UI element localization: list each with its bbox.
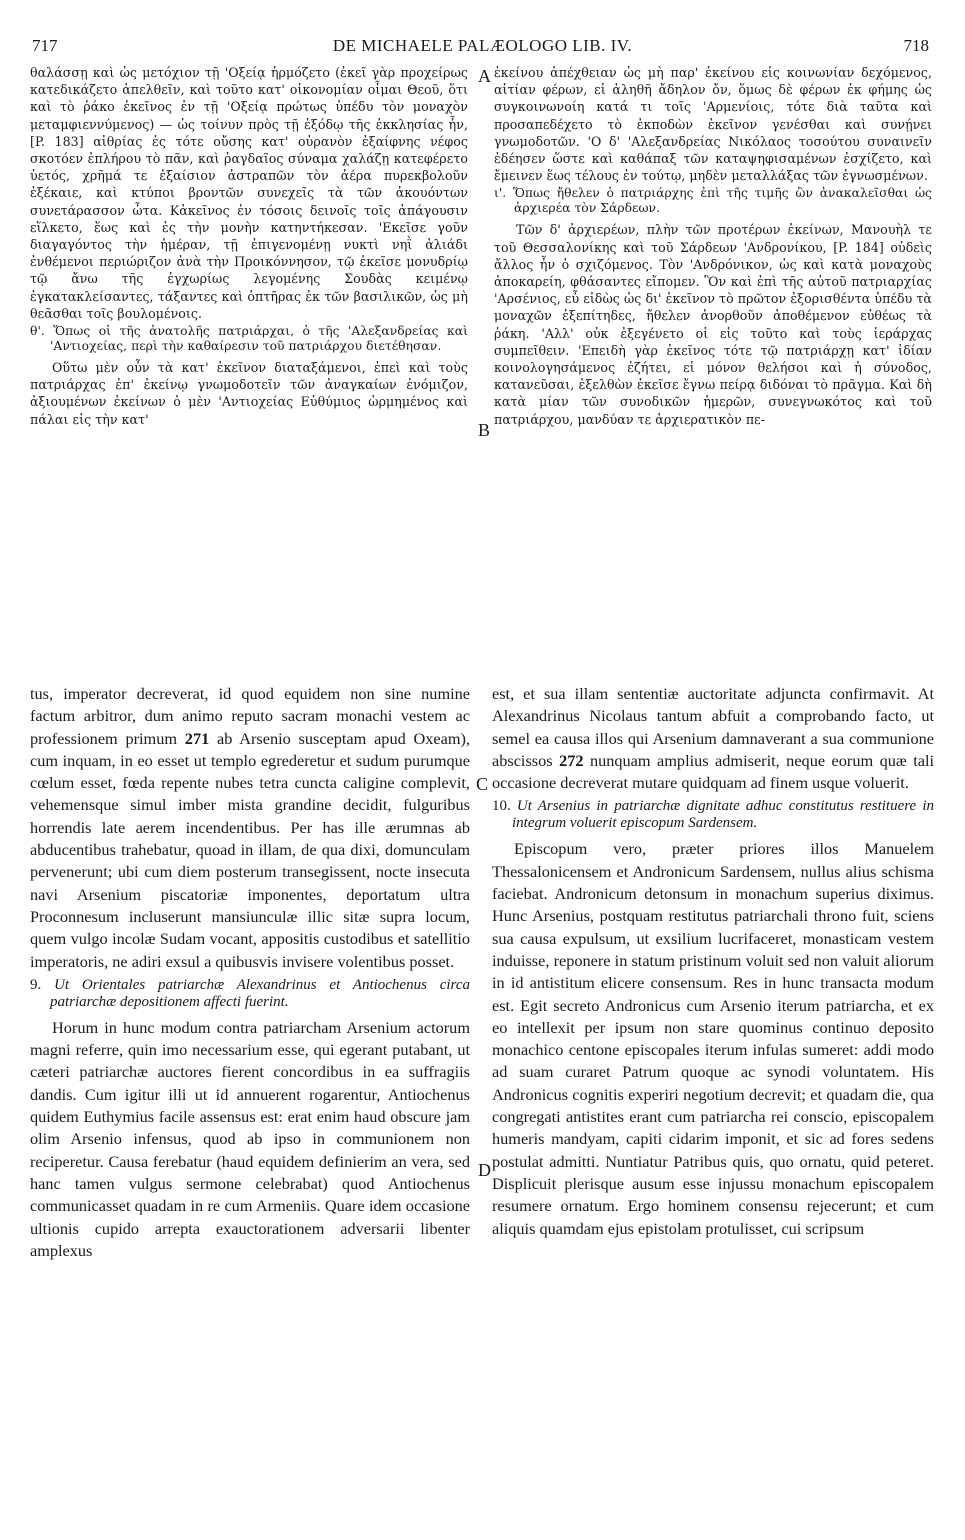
greek-chapter-heading: ι'. Ὅπως ἤθελεν ὁ πατριάρχης ἐπὶ τῆς τιμῆς ὢν ἀνακαλεῖσθαι ὡς ἀρχιερέα τὸν Σάρδεων.: [494, 186, 932, 216]
chapter-title: Ut Orientales patriarchæ Alexandrinus et Antiochenus circa patriarchæ depositionem affecti fuerint.: [50, 976, 470, 1010]
running-title: DE MICHAELE PALÆOLOGO LIB. IV.: [332, 36, 633, 55]
chapter-number: 10.: [492, 798, 511, 815]
margin-marker-a: A: [478, 66, 491, 86]
latin-paragraph: Episcopum vero, præter priores illos Manuelem Thessalonicensem et Andronicum Sardensem, nullus alius schisma faciebat. Andronicum detonsum in monachum superius diximus. Hunc Arsenius, postquam restitutus patriarchali throno fuit, sciens sua causa expulsum, ut exsilium lucrifaceret, monasticam vestem induisse, reponere in statum pristinum voluit sed non valuit aliorum in id antistitum elicere consensum. Res in hunc transacta modum est. Egit secreto Andronicus cum Arsenio iterum patriarcha, et ex eo intellexit per ipsum non stare quominus continuo deposito monachico centone episcopales iterum infulas sumeret: addi modo ad suam curaret Patrum quoque ac synodi voluntatem. His Andronicus cognitis experiri negotium decrevit; et quadam die, qua congregati antistites erant cum patriarcha rei conscio, episcopalem humeris mandyam, capiti cidarim imponit, et sic ad fores sedens postulat admitti. Nuntiatur Patribus quis, quo ornatu, quid peteret. Displicuit plerisque ausum esse injussu monachum episcopalem resumere ornatum. Ergo hominem consensu rejecerunt; et cum aliquis quamdam ejus epistolam protulisset, cui scripsum: [492, 839, 934, 1238]
latin-paragraph: Horum in hunc modum contra patriarcham Arsenium actorum magni referre, quin imo necessarium esse, qui egerant putabant, ut cæteri patriarchæ auctores fierent concordibus in ea suffragiis dandis. Cum igitur illi ut id annuerent rogarentur, Antiochenus quidem Euthymius facile assensus est: erat enim haud obscure jam olim Arsenio infensus, quod ab ipso in communionem non reciperetur. Causa ferebatur (haud equidem definierim an vera, sed hanc tamen vulgus sermone celebrabat) quod Antiochenus communicasset quadam in re cum Armeniis. Quare idem occasione ultionis cupido arrepta exauctorationem adversarii libenter amplexus: [30, 1017, 470, 1260]
margin-marker-c: C: [476, 774, 489, 794]
chapter-title: Ut Arsenius in patriarchæ dignitate adhuc constitutus restituere in integrum voluerit episcopum Sardensem.: [512, 798, 935, 832]
page-number-right: 718: [903, 36, 929, 55]
latin-chapter-heading: [492, 798, 934, 832]
greek-column-right: [494, 64, 932, 428]
latin-text: ab Arsenio susceptam apud Oxeam), cum inquam, in eo esset ut templo egrederetur et sudum purumque cœlum esset, fœda repente nubes tetra cuncta caligine complevit, vehemensque simul imber mista grandine decidit, fulguribus horrendis late aerem incendentibus. Per has ille ærumnas ab abducentibus trahebatur, quoad in illam, de qua dixi, domunculam pervenerunt; ubi cum diem posterum transegissent, nocte insecuta navi Arsenium piscatoriæ imponentes, deportatum ultra Proconnesum incluserunt mansiunculæ illic sitæ supra locum, quem vulgo incolæ Sudam vocant, appositis custodibus et satellitio imperatoris, ne adiri exsul a quibusvis invisere volentibus posset.: [30, 728, 470, 971]
latin-paragraph: [492, 683, 934, 794]
chapter-number: 9.: [30, 976, 42, 993]
greek-paragraph: Οὕτω μὲν οὖν τὰ κατ' ἐκεῖνον διαταξάμενοι, ἐπεὶ καὶ τοὺς πατριάρχας ἐπ' ἐκείνῳ γνωμοδοτεῖν τῶν ἀναγκαίων ἐνόμιζον, ἀξιουμένων ἐκείνων ὁ μὲν 'Αντιοχείας Εὐθύμιος ὡρμημένος καὶ πάλαι εἰς τὴν κατ': [30, 360, 468, 427]
page-reference-number: 271: [184, 728, 210, 748]
latin-text: est, et sua illam sententiæ auctoritate adjuncta confirmavit. At Alexandrinus Nicolaus tantum abfuit a comprobando facto, ut semel ea causa illos qui Arsenium damnaverant a sua communione abscissos: [492, 684, 934, 770]
latin-chapter-heading: [30, 977, 470, 1011]
latin-column-left: [30, 683, 470, 1262]
page-reference-number: 272: [559, 750, 584, 770]
greek-paragraph: ἐκείνου ἀπέχθειαν ὡς μὴ παρ' ἐκείνου εἰς κοινωνίαν δεχόμενος, αἰτίαν φέρων, εἰ ἀληθῆ ἄδηλον ὄν, ὅμως δὲ φέρων ἐκ φήμης ὡς συγκοινωνοίη κατά τι τοῖς 'Αρμενίοις, τότε διὰ ταῦτα καὶ προσαπεδέχετο τὸ ἐκποδὼν ἐκεῖνον γενέσθαι καὶ συνῄνει γνωμοδοτῶν. 'Ο δ' 'Αλεξανδρείας Νικόλαος τοσούτου συναινεῖν ἐδέησεν ὥστε καὶ καθάπαξ τῶν καταψηφισαμένων ἐσχίζετο, καὶ ἔμεινεν ἕως τέλους ἐν τούτῳ, μηδὲν μεταλλάξας τῶν ἐγνωσμένων.: [494, 65, 932, 184]
greek-paragraph: θαλάσσῃ καὶ ὡς μετόχιον τῇ 'Οξείᾳ ἡρμόζετο (ἐκεῖ γὰρ προχείρως κατεδικάζετο ἀπελθεῖν, καὶ τοῦτο κατ' οἰκονομίαν οἶμαι Θεοῦ, ὅτι καὶ τὸ ῥάκο ἐκεῖνος ἐν τῇ 'Οξείᾳ πρώτως ὑπέδυ τὸν μοναχὸν μεταμφιεννύμενος) — ὡς τοίνυν πρὸς τῇ ἐξόδῳ τῆς ἐκκλησίας ἦν, [P. 183] αἰθρίας ἐς τότε οὔσης κατ' οὐρανὸν ἐξαίφνης νέφος σκοτόεν ἐπλήρου τὸ πᾶν, καὶ ῥαγδαῖος σύναμα χαλάζῃ κατεφέρετο ὑετός, χρῆμά τε ἐξαίσιον ἀστραπῶν τὸν ἀέρα πυρεκβολοῦν ἐξέκαιε, καὶ κτύποι βροντῶν συνεχεῖς τὰ τῶν ἀκουόντων συνετάρασσον ὦτα. Κἀκεῖνος ἐν τόσοις δεινοῖς τοῖς ἀπάγουσιν εἵλκετο, ἕως καὶ ἐς τὴν μονὴν κατηντήκεσαν. 'Εκεῖσε γοῦν διαγαγόντος τὴν ἡμέραν, τῇ ἐπιγενομένῃ νυκτὶ νηῒ ἁλιάδι ἐνθέμενοι περιώριζον ἀνὰ τὴν Προικόννησον, τῷ ἐκεῖσε μονυδρίῳ τῷ ἄνω τῆς ἐγχωρίως λεγομένης Σουδὰς κειμένῳ ἐγκατακλείσαντες, τάξαντες καὶ ὀπτῆρας ἐκ τῶν βασιλικῶν, ὡς μὴ θεᾶσθαι τοῖς βουλομένοις.: [30, 65, 468, 321]
page-number-left: 717: [32, 36, 58, 55]
latin-column-right: [492, 683, 934, 1240]
latin-paragraph: [30, 683, 470, 973]
greek-paragraph: Τῶν δ' ἀρχιερέων, πλὴν τῶν προτέρων ἐκείνων, Μανουὴλ τε τοῦ Θεσσαλονίκης καὶ τοῦ Σάρδεων 'Ανδρονίκου, [P. 184] οὐδεὶς ἄλλος ἦν ὁ σχιζόμενος. Τὸν 'Ανδρόνικον, ὡς καὶ κατὰ μοναχοὺς ἀποκαρείη, φθάσαντες εἴπομεν. Ὃν καὶ ἐπὶ τῆς αὐτοῦ πατριαρχίας 'Αρσένιος, εὖ εἰδὼς ὡς δι' ἐκεῖνον τὸ πρῶτον ἐξορισθέντα ὑπέδυ τὰ μοναχῶν ἐξεπίτηδες, ἤθελεν ἀνορθοῦν ἀποθέμενον εὐθέως τὰ ῥάκη. 'Αλλ' οὐκ ἐξεγένετο οἱ εἰς τοῦτο καὶ τοὺς ἱεράρχας συμπεῖθειν. 'Επειδὴ γὰρ ἐκεῖνος τότε τῷ πατριάρχῃ κατ' ἰδίαν κοινολογησάμενος ἐζήτει, εἰ μόνον θελήσοι καὶ ἡ σύνοδος, κατανεῦσαι, ἐξελθὼν ἐκεῖσε ἔγνω πείρᾳ διδόναι τὸ πρᾶγμα. Καὶ δὴ κατὰ μίαν τῶν συνοδικῶν ἡμερῶν, συνεγνωκότος καὶ τοῦ πατριάρχου, μανδύαν τε ἀρχιερατικὸν πε-: [494, 222, 932, 427]
latin-text: tus, imperator decreverat, id quod equidem non sine numine factum arbitror, dum animo reputo sacram monachi vestem ac professionem primum: [30, 684, 470, 748]
margin-marker-b: B: [478, 420, 491, 440]
margin-marker-d: D: [478, 1160, 491, 1180]
latin-text: nunquam amplius admiserit, neque eorum quæ tali occasione decreverat mutare quidquam ad finem usque voluerit.: [492, 750, 935, 793]
greek-chapter-heading: θ'. Ὅπως οἱ τῆς ἀνατολῆς πατριάρχαι, ὁ τῆς 'Αλεξανδρείας καὶ 'Αντιοχείας, περὶ τὴν καθαίρεσιν τοῦ πατριάρχου διετέθησαν.: [30, 324, 468, 354]
column-separator: [30, 668, 934, 669]
greek-column-left: [30, 64, 468, 428]
